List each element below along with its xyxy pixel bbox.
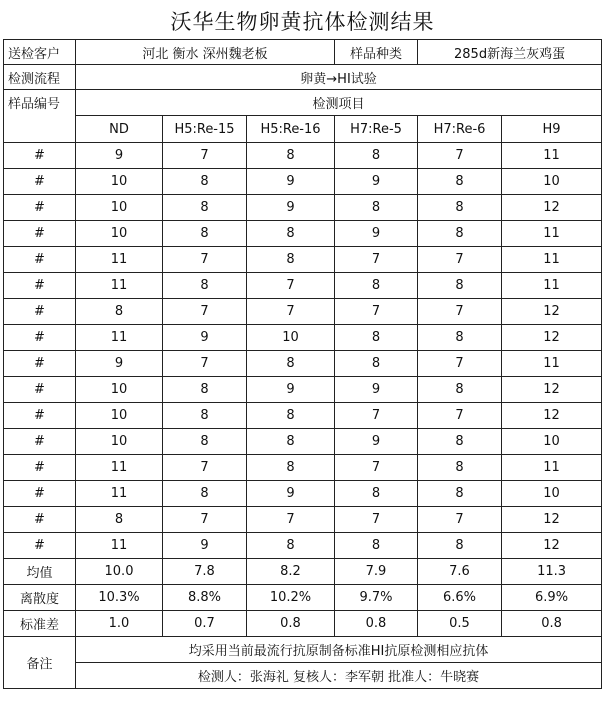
value-cell: 8 — [163, 273, 247, 299]
sample-id-cell: # — [4, 143, 76, 169]
test-items-label: 检测项目 — [76, 90, 602, 116]
value-cell: 11 — [502, 221, 602, 247]
value-cell: 9 — [247, 377, 335, 403]
value-cell: 9 — [247, 169, 335, 195]
value-cell: 8 — [418, 455, 502, 481]
sample-no-label: 样品编号 — [4, 90, 76, 143]
sample-id-cell: # — [4, 403, 76, 429]
value-cell: 9 — [335, 429, 418, 455]
value-cell: 7 — [418, 403, 502, 429]
column-header: H9 — [502, 116, 602, 143]
sample-type-label: 样品种类 — [335, 40, 418, 65]
column-header: ND — [76, 116, 163, 143]
value-cell: 7 — [163, 299, 247, 325]
stat-value-cell: 10.2% — [247, 585, 335, 611]
value-cell: 7 — [247, 299, 335, 325]
process-value: 卵黄→HI试验 — [76, 65, 602, 90]
value-cell: 8 — [418, 221, 502, 247]
sample-id-cell: # — [4, 299, 76, 325]
sample-id-cell: # — [4, 221, 76, 247]
sample-id-cell: # — [4, 429, 76, 455]
sample-id-cell: # — [4, 481, 76, 507]
value-cell: 12 — [502, 507, 602, 533]
value-cell: 11 — [76, 455, 163, 481]
result-table — [3, 3, 602, 689]
stat-value-cell: 9.7% — [335, 585, 418, 611]
page-title: 沃华生物卵黄抗体检测结果 — [4, 3, 602, 40]
sample-id-cell: # — [4, 195, 76, 221]
value-cell: 9 — [76, 143, 163, 169]
value-cell: 7 — [247, 507, 335, 533]
value-cell: 8 — [335, 195, 418, 221]
value-cell: 7 — [163, 351, 247, 377]
value-cell: 8 — [247, 351, 335, 377]
table-row — [4, 247, 602, 273]
value-cell: 9 — [335, 377, 418, 403]
value-cell: 9 — [163, 533, 247, 559]
stat-label: 均值 — [4, 559, 76, 585]
column-header: H7:Re-6 — [418, 116, 502, 143]
value-cell: 8 — [163, 195, 247, 221]
sample-id-cell: # — [4, 455, 76, 481]
value-cell: 8 — [418, 169, 502, 195]
value-cell: 8 — [335, 533, 418, 559]
stat-value-cell: 6.6% — [418, 585, 502, 611]
value-cell: 7 — [163, 143, 247, 169]
value-cell: 8 — [76, 299, 163, 325]
table-row — [4, 221, 602, 247]
stat-value-cell: 7.9 — [335, 559, 418, 585]
stat-row — [4, 559, 602, 585]
sample-id-cell: # — [4, 169, 76, 195]
table-row — [4, 351, 602, 377]
column-header: H5:Re-16 — [247, 116, 335, 143]
value-cell: 8 — [335, 481, 418, 507]
table-row — [4, 273, 602, 299]
value-cell: 8 — [247, 455, 335, 481]
sample-type-value: 285d新海兰灰鸡蛋 — [418, 40, 602, 65]
sample-id-cell: # — [4, 507, 76, 533]
value-cell: 8 — [418, 195, 502, 221]
stat-row — [4, 611, 602, 637]
table-row — [4, 169, 602, 195]
client-label: 送检客户 — [4, 40, 76, 65]
value-cell: 7 — [418, 247, 502, 273]
value-cell: 12 — [502, 195, 602, 221]
stat-value-cell: 0.8 — [335, 611, 418, 637]
table-row — [4, 455, 602, 481]
value-cell: 12 — [502, 325, 602, 351]
stat-value-cell: 7.6 — [418, 559, 502, 585]
value-cell: 8 — [163, 221, 247, 247]
value-cell: 8 — [247, 429, 335, 455]
value-cell: 9 — [247, 195, 335, 221]
value-cell: 11 — [502, 455, 602, 481]
stat-value-cell: 6.9% — [502, 585, 602, 611]
value-cell: 7 — [163, 247, 247, 273]
value-cell: 7 — [418, 351, 502, 377]
value-cell: 11 — [502, 247, 602, 273]
sample-id-cell: # — [4, 247, 76, 273]
stat-value-cell: 8.2 — [247, 559, 335, 585]
remarks-text: 均采用当前最流行抗原制备标准HI抗原检测相应抗体 — [76, 637, 602, 663]
value-cell: 10 — [502, 429, 602, 455]
sample-id-cell: # — [4, 351, 76, 377]
value-cell: 8 — [163, 481, 247, 507]
table-row — [4, 533, 602, 559]
value-cell: 7 — [335, 247, 418, 273]
value-cell: 12 — [502, 299, 602, 325]
value-cell: 8 — [247, 247, 335, 273]
sample-id-cell: # — [4, 273, 76, 299]
stat-value-cell: 0.8 — [247, 611, 335, 637]
value-cell: 11 — [76, 533, 163, 559]
column-header: H7:Re-5 — [335, 116, 418, 143]
client-value: 河北 衡水 深州魏老板 — [76, 40, 335, 65]
sample-id-cell: # — [4, 325, 76, 351]
column-header-row — [4, 116, 602, 143]
value-cell: 8 — [335, 143, 418, 169]
sample-id-cell: # — [4, 377, 76, 403]
stat-value-cell: 11.3 — [502, 559, 602, 585]
value-cell: 8 — [418, 273, 502, 299]
value-cell: 9 — [335, 169, 418, 195]
stat-value-cell: 10.0 — [76, 559, 163, 585]
value-cell: 7 — [335, 507, 418, 533]
value-cell: 9 — [76, 351, 163, 377]
value-cell: 7 — [418, 143, 502, 169]
value-cell: 8 — [418, 325, 502, 351]
value-cell: 10 — [502, 169, 602, 195]
value-cell: 8 — [335, 351, 418, 377]
process-label: 检测流程 — [4, 65, 76, 90]
value-cell: 8 — [163, 403, 247, 429]
value-cell: 10 — [76, 169, 163, 195]
value-cell: 9 — [163, 325, 247, 351]
value-cell: 11 — [502, 143, 602, 169]
stat-value-cell: 0.5 — [418, 611, 502, 637]
value-cell: 10 — [76, 195, 163, 221]
result-sheet — [3, 3, 601, 689]
stat-value-cell: 10.3% — [76, 585, 163, 611]
value-cell: 7 — [163, 507, 247, 533]
column-header: H5:Re-15 — [163, 116, 247, 143]
value-cell: 8 — [247, 533, 335, 559]
value-cell: 10 — [76, 221, 163, 247]
stat-value-cell: 0.7 — [163, 611, 247, 637]
value-cell: 8 — [418, 533, 502, 559]
value-cell: 8 — [418, 429, 502, 455]
value-cell: 7 — [163, 455, 247, 481]
table-row — [4, 195, 602, 221]
value-cell: 8 — [418, 377, 502, 403]
value-cell: 12 — [502, 403, 602, 429]
table-row — [4, 143, 602, 169]
value-cell: 7 — [418, 507, 502, 533]
table-row — [4, 403, 602, 429]
stat-label: 标准差 — [4, 611, 76, 637]
value-cell: 11 — [502, 273, 602, 299]
stat-value-cell: 0.8 — [502, 611, 602, 637]
value-cell: 8 — [76, 507, 163, 533]
value-cell: 8 — [247, 403, 335, 429]
table-row — [4, 299, 602, 325]
value-cell: 8 — [335, 325, 418, 351]
table-row — [4, 507, 602, 533]
value-cell: 11 — [76, 273, 163, 299]
value-cell: 8 — [163, 377, 247, 403]
table-row — [4, 325, 602, 351]
value-cell: 10 — [76, 403, 163, 429]
value-cell: 10 — [247, 325, 335, 351]
value-cell: 8 — [163, 169, 247, 195]
value-cell: 8 — [335, 273, 418, 299]
remarks-label: 备注 — [4, 637, 76, 689]
value-cell: 8 — [247, 143, 335, 169]
value-cell: 10 — [76, 429, 163, 455]
value-cell: 7 — [247, 273, 335, 299]
value-cell: 9 — [247, 481, 335, 507]
value-cell: 12 — [502, 377, 602, 403]
stat-label: 离散度 — [4, 585, 76, 611]
signatures-text: 检测人：张海礼 复核人：李军朝 批准人：牛晓赛 — [76, 663, 602, 689]
remarks-row — [4, 637, 602, 663]
value-cell: 8 — [418, 481, 502, 507]
value-cell: 10 — [502, 481, 602, 507]
stat-row — [4, 585, 602, 611]
signatures-row — [4, 663, 602, 689]
value-cell: 10 — [76, 377, 163, 403]
value-cell: 11 — [502, 351, 602, 377]
sample-id-cell: # — [4, 533, 76, 559]
stat-value-cell: 8.8% — [163, 585, 247, 611]
value-cell: 7 — [335, 299, 418, 325]
value-cell: 7 — [418, 299, 502, 325]
value-cell: 8 — [247, 221, 335, 247]
value-cell: 11 — [76, 481, 163, 507]
value-cell: 8 — [163, 429, 247, 455]
value-cell: 7 — [335, 403, 418, 429]
value-cell: 9 — [335, 221, 418, 247]
table-row — [4, 377, 602, 403]
value-cell: 12 — [502, 533, 602, 559]
value-cell: 7 — [335, 455, 418, 481]
table-row — [4, 429, 602, 455]
table-row — [4, 481, 602, 507]
value-cell: 11 — [76, 325, 163, 351]
stat-value-cell: 1.0 — [76, 611, 163, 637]
value-cell: 11 — [76, 247, 163, 273]
stat-value-cell: 7.8 — [163, 559, 247, 585]
